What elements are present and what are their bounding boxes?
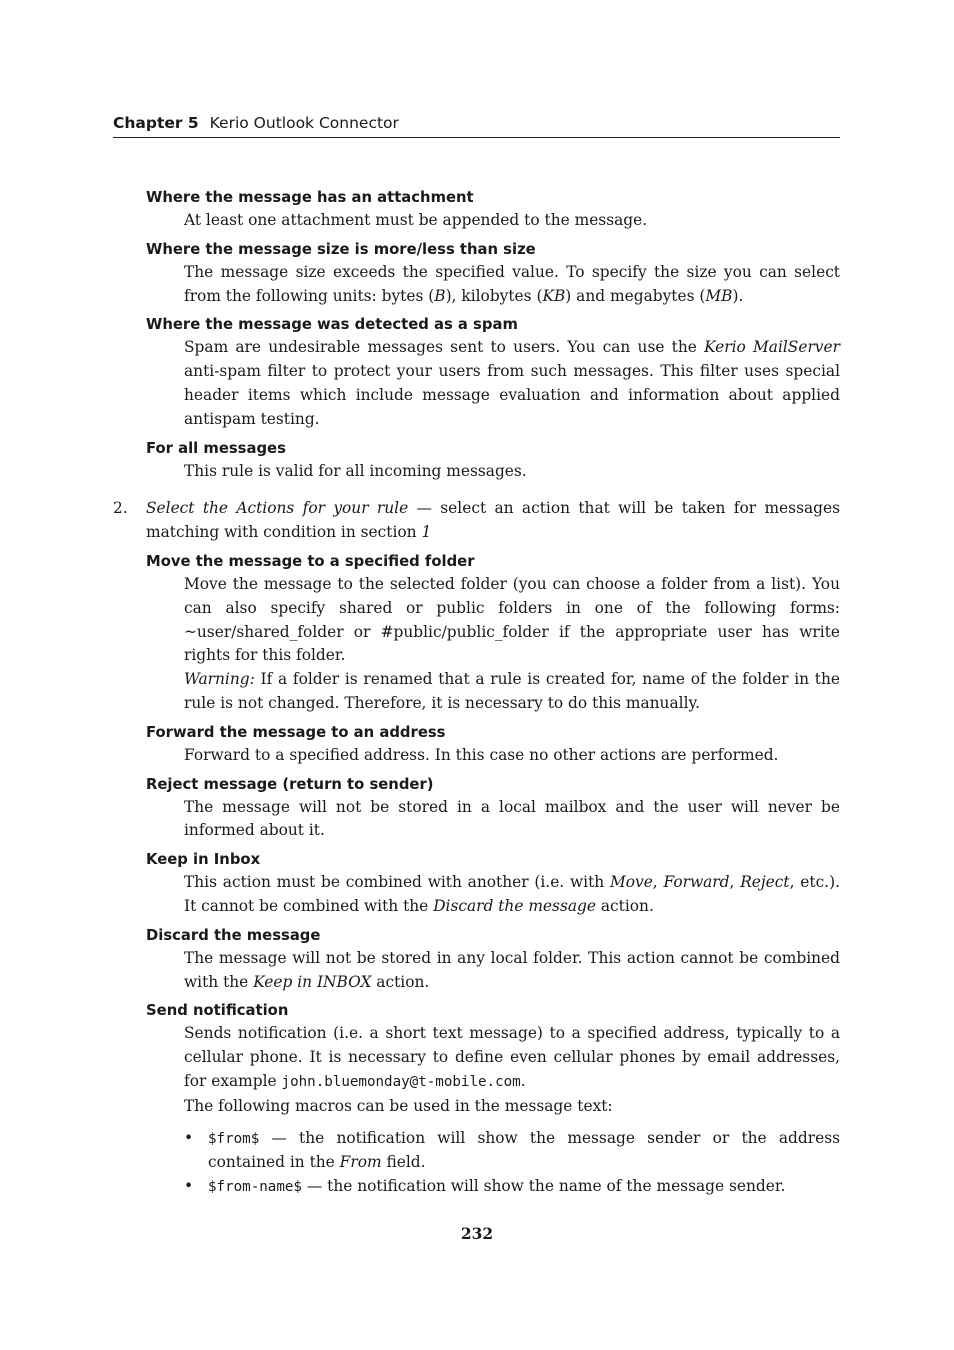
chapter-label: Chapter 5 <box>113 114 199 132</box>
bullet-icon: • <box>184 1177 194 1196</box>
bullet-icon: • <box>184 1128 194 1147</box>
chapter-title: Kerio Outlook Connector <box>209 114 399 132</box>
step-2: 2. Select the Actions for your rule — select an action that will be taken for messages matching with condition in section 1 <box>113 499 840 542</box>
page-body <box>113 181 840 1200</box>
step-number: 2. <box>113 499 128 518</box>
term-message-size: Where the message size is more/less than size <box>146 240 536 258</box>
warning-move: Warning: If a folder is renamed that a rule is created for, name of the folder in the rule is not changed. Therefore, it is necessary to do this manually. <box>184 670 840 712</box>
term-notify: Send notification <box>146 1002 289 1020</box>
term-all-messages: For all messages <box>146 439 286 457</box>
def-move: Move the message to the selected folder (you can choose a folder from a list). You can also specify shared or public folders in one of the following forms: ~user/shared_folder or #public/public_folder if the appropriate user has write rights for this folder. <box>184 574 840 665</box>
page-number: 232 <box>460 1225 494 1243</box>
def-attachment: At least one attachment must be appended to the message. <box>184 211 648 229</box>
running-header <box>113 114 840 138</box>
def-forward: Forward to a specified address. In this case no other actions are performed. <box>184 745 779 764</box>
term-attachment: Where the message has an attachment <box>146 189 474 206</box>
def-spam: Spam are undesirable messages sent to users. You can use the Kerio MailServer anti-spam filter to protect your users from such messages. This filter uses special header items which include message evaluation and information about applied antispam testing. <box>184 338 840 428</box>
macro-list <box>184 1127 840 1200</box>
term-reject: Reject message (return to sender) <box>146 775 434 793</box>
list-item: • $from-name$ — the notification will show the name of the message sender. <box>184 1175 840 1200</box>
term-forward: Forward the message to an address <box>146 723 446 741</box>
def-keep: This action must be combined with another (i.e. with Move, Forward, Reject, etc.). It cannot be combined with the Discard the message action. <box>184 873 840 915</box>
term-spam: Where the message was detected as a spam <box>146 316 518 334</box>
term-move: Move the message to a specified folder <box>146 552 475 570</box>
def-notify: Sends notification (i.e. a short text message) to a specified address, typically to a cellular phone. It is necessary to define even cellular phones by email addresses, for example john.bluemonday@t-mobile.com. <box>184 1024 840 1090</box>
example-address: john.bluemonday@t-mobile.com <box>281 1073 521 1090</box>
term-keep: Keep in Inbox <box>146 851 261 869</box>
def-message-size: The message size exceeds the specified value. To specify the size you can select from the following units: bytes (B), kilobytes (KB) and megabytes (MB). <box>184 262 840 305</box>
macros-intro: The following macros can be used in the message text: <box>184 1096 613 1115</box>
def-discard: The message will not be stored in any local folder. This action cannot be combined with the Keep in INBOX action. <box>184 948 840 991</box>
def-reject: The message will not be stored in a local mailbox and the user will never be informed about it. <box>184 797 840 840</box>
term-discard: Discard the message <box>146 926 321 944</box>
list-item: • $from$ — the notification will show the message sender or the address contained in the From field. <box>184 1128 840 1172</box>
def-all-messages: This rule is valid for all incoming messages. <box>184 461 527 480</box>
